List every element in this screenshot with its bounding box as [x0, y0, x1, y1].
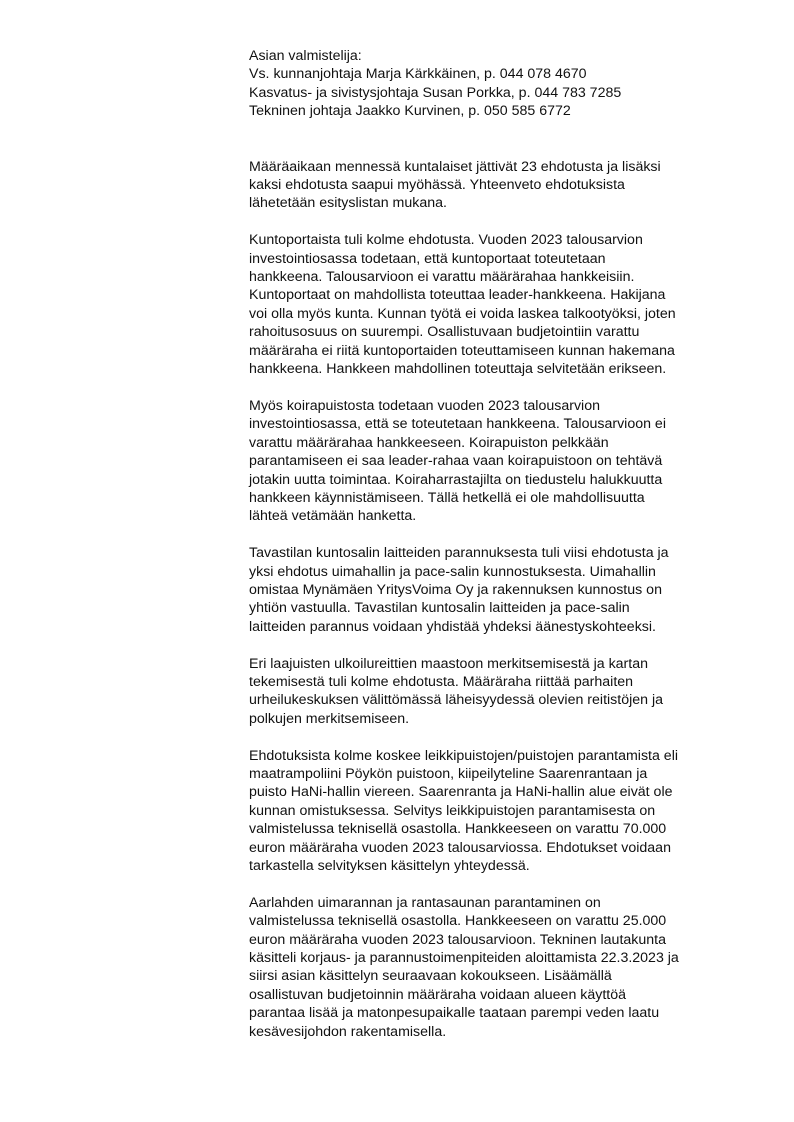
text-line: yksi ehdotus uimahallin ja pace-salin kunnostuksesta. Uimahallin [249, 563, 656, 580]
text-line: käsitteli korjaus- ja parannustoimenpiteiden aloittamista 22.3.2023 ja [249, 950, 679, 966]
text-line: parantamiseen ei saa leader-rahaa vaan koirapuistoon on tehtävä [249, 453, 663, 470]
text-line: maatrampoliini Pöykön puistoon, kiipeilyteline Saarenrantaan ja [249, 765, 648, 782]
text-line: omistaa Mynämäen YritysVoima Oy ja rakennuksen kunnostus on [249, 581, 662, 598]
text-line: parantaa lisää ja matonpesupaikalle taataan parempi veden laatu [249, 1005, 660, 1022]
preparer-education-director: Kasvatus- ja sivistysjohtaja Susan Porkka, p. 044 783 7285 [249, 84, 622, 101]
paragraph-fitness-stairs [249, 231, 749, 378]
text-line: laitteiden parannus voidaan yhdistää yhdeksi äänestyskohteeksi. [249, 618, 656, 635]
text-line: jotakin uutta toimintaa. Koiraharrastajilta on tiedustelu halukkuutta [249, 471, 663, 488]
text-line: investointiosassa todetaan, että kuntoportaat toteutetaan [249, 250, 606, 267]
text-line: puisto HaNi-hallin viereen. Saarenranta ja HaNi-hallin alue eivät ole [249, 784, 673, 801]
text-line: määräraha ei riitä kuntoportaiden toteuttamiseen kunnan hakemana [249, 342, 675, 359]
document-body [249, 158, 749, 1041]
text-line: kaksi ehdotusta saapui myöhässä. Yhteenveto ehdotuksista [249, 177, 625, 194]
document-page [249, 47, 749, 1059]
text-line: siirsi asian käsittelyn seuraavaan kokoukseen. Lisäämällä [249, 968, 612, 985]
paragraph-summary [249, 158, 749, 213]
text-line: Eri laajuisten ulkoilureittien maastoon merkitsemisestä ja kartan [249, 655, 649, 672]
paragraph-dog-park [249, 397, 749, 526]
preparer-heading: Asian valmistelija: [249, 48, 362, 64]
text-line: Aarlahden uimarannan ja rantasaunan parantaminen on [249, 894, 601, 911]
text-line: investointiosassa, että se toteutetaan hankkeena. Talousarvioon ei [249, 416, 666, 433]
paragraph-outdoor-trails [249, 655, 749, 729]
text-line: kesävesijohdon rakentamisella. [249, 1023, 447, 1040]
text-line: euron määräraha vuoden 2023 talousarviossa. Ehdotukset voidaan [249, 839, 671, 856]
text-line: hankkeen käynnistämiseen. Tällä hetkellä ei ole mahdollisuutta [249, 489, 645, 506]
text-line: tekemisestä tuli kolme ehdotusta. Määräraha riittää parhaiten [249, 673, 634, 690]
text-line: Määräaikaan mennessä kuntalaiset jättivät 23 ehdotusta ja lisäksi [249, 158, 661, 175]
text-line: valmistelussa teknisellä osastolla. Hankkeeseen on varattu 25.000 [249, 913, 667, 930]
text-line: euron määräraha vuoden 2023 talousarvioon. Tekninen lautakunta [249, 931, 666, 948]
text-line: voi olla myös kunta. Kunnan työtä ei voida laskea talkootyöksi, joten [249, 305, 676, 322]
text-line: Myös koirapuistosta todetaan vuoden 2023 talousarvion [249, 397, 600, 414]
preparer-info [249, 47, 749, 121]
text-line: varattu määrärahaa hankkeeseen. Koirapuiston pelkkään [249, 434, 609, 451]
preparer-technical-director: Tekninen johtaja Jaakko Kurvinen, p. 050 585 6772 [249, 103, 571, 120]
text-line: Kuntoportaista tuli kolme ehdotusta. Vuoden 2023 talousarvion [249, 232, 643, 249]
text-line: Tavastilan kuntosalin laitteiden parannuksesta tuli viisi ehdotusta ja [249, 545, 669, 562]
preparer-municipal-manager: Vs. kunnanjohtaja Marja Kärkkäinen, p. 044 078 4670 [249, 66, 587, 83]
text-line: lähteä vetämään hanketta. [249, 508, 417, 525]
text-line: valmistelussa teknisellä osastolla. Hankkeeseen on varattu 70.000 [249, 821, 667, 838]
text-line: polkujen merkitsemiseen. [249, 710, 410, 727]
text-line: kunnan omistuksessa. Selvitys leikkipuistojen parantamisesta on [249, 802, 656, 819]
text-line: yhtiön vastuulla. Tavastilan kuntosalin laitteiden ja pace-salin [249, 600, 630, 617]
paragraph-gym-equipment [249, 544, 749, 636]
paragraph-beach-sauna [249, 894, 749, 1041]
text-line: Ehdotuksista kolme koskee leikkipuistojen/puistojen parantamista eli [249, 747, 679, 764]
text-line: Kuntoportaat on mahdollista toteuttaa leader-hankkeena. Hakijana [249, 287, 666, 304]
text-line: hankkeena. Hankkeen mahdollinen toteuttaja selvitetään erikseen. [249, 361, 667, 378]
text-line: hankkeena. Talousarvioon ei varattu määrärahaa hankkeisiin. [249, 269, 635, 286]
text-line: tarkastella selvityksen käsittelyn yhteydessä. [249, 857, 530, 874]
text-line: urheilukeskuksen välittömässä läheisyydessä olevien reitistöjen ja [249, 692, 664, 709]
text-line: rahoitusosuus on suurempi. Osallistuvaan budjetointiin varattu [249, 324, 640, 341]
text-line: lähetetään esityslistan mukana. [249, 195, 447, 212]
paragraph-playgrounds [249, 747, 749, 876]
text-line: osallistuvan budjetoinnin määräraha voidaan alueen käyttöä [249, 986, 627, 1003]
